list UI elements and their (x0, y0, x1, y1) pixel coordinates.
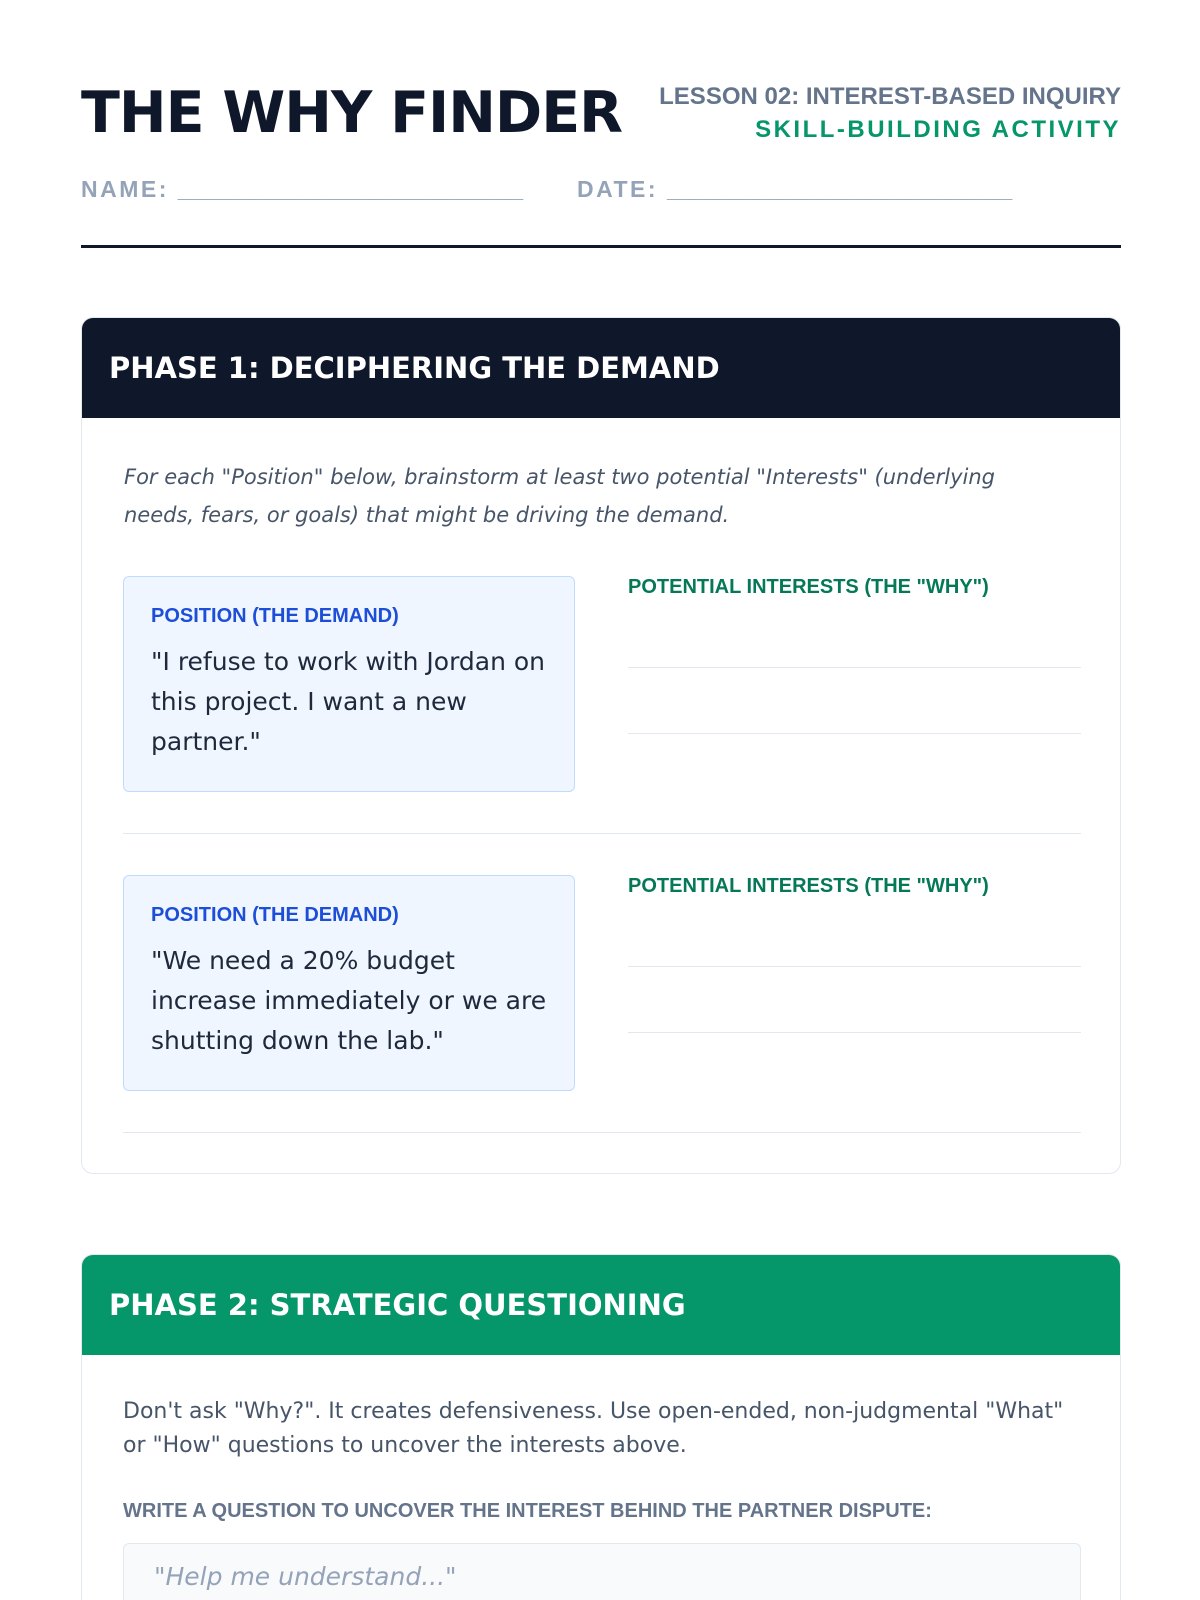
interests-label: POTENTIAL INTERESTS (THE "WHY") (628, 875, 989, 897)
position-label: POSITION (THE DEMAND) (151, 605, 399, 627)
name-line: ___________________________ (177, 176, 524, 202)
phase-1-header (82, 318, 1120, 418)
interest-line[interactable] (628, 966, 1081, 967)
interest-line[interactable] (628, 1032, 1081, 1033)
date-label: DATE: (577, 176, 659, 202)
position-label: POSITION (THE DEMAND) (151, 904, 399, 926)
phase-2-instruction: Don't ask "Why?". It creates defensiveness. Use open-ended, non-judgmental "What" or "How" questions to uncover the interests above. (123, 1399, 1064, 1458)
question-input[interactable]: "Help me understand..." (123, 1543, 1081, 1600)
position-box (123, 576, 575, 792)
position-text: "I refuse to work with Jordan on this project. I want a new partner." (151, 647, 546, 756)
demand-row (123, 576, 1081, 834)
lesson-label: LESSON 02: INTEREST-BASED INQUIRY (659, 83, 1121, 110)
phase-2-header (82, 1255, 1120, 1355)
phase-2-title: PHASE 2: STRATEGIC QUESTIONING (109, 1288, 686, 1322)
worksheet-header (81, 0, 1121, 250)
interest-line[interactable] (628, 667, 1081, 668)
date-field[interactable] (577, 176, 1012, 203)
phase-1-title: PHASE 1: DECIPHERING THE DEMAND (109, 351, 720, 385)
worksheet-title: THE WHY FINDER (81, 80, 623, 146)
name-field[interactable] (81, 176, 523, 203)
name-label: NAME: (81, 176, 169, 202)
question-label: WRITE A QUESTION TO UNCOVER THE INTEREST BEHIND THE PARTNER DISPUTE: (123, 1500, 932, 1522)
phase-1-instruction: For each "Position" below, brainstorm at least two potential "Interests" (underlying needs, fears, or goals) that might be driving the demand. (124, 465, 995, 527)
interests-area[interactable] (628, 576, 1081, 792)
interests-label: POTENTIAL INTERESTS (THE "WHY") (628, 576, 989, 598)
phase-2-card (81, 1254, 1121, 1600)
activity-label: SKILL-BUILDING ACTIVITY (755, 116, 1121, 143)
date-line: ___________________________ (666, 176, 1013, 202)
position-box (123, 875, 575, 1091)
position-text: "We need a 20% budget increase immediately or we are shutting down the lab." (151, 946, 547, 1055)
phase-1-card (81, 317, 1121, 1174)
interest-line[interactable] (628, 733, 1081, 734)
header-divider (81, 245, 1121, 248)
interests-area[interactable] (628, 875, 1081, 1091)
demand-row (123, 875, 1081, 1133)
worksheet-page (81, 0, 1121, 1591)
